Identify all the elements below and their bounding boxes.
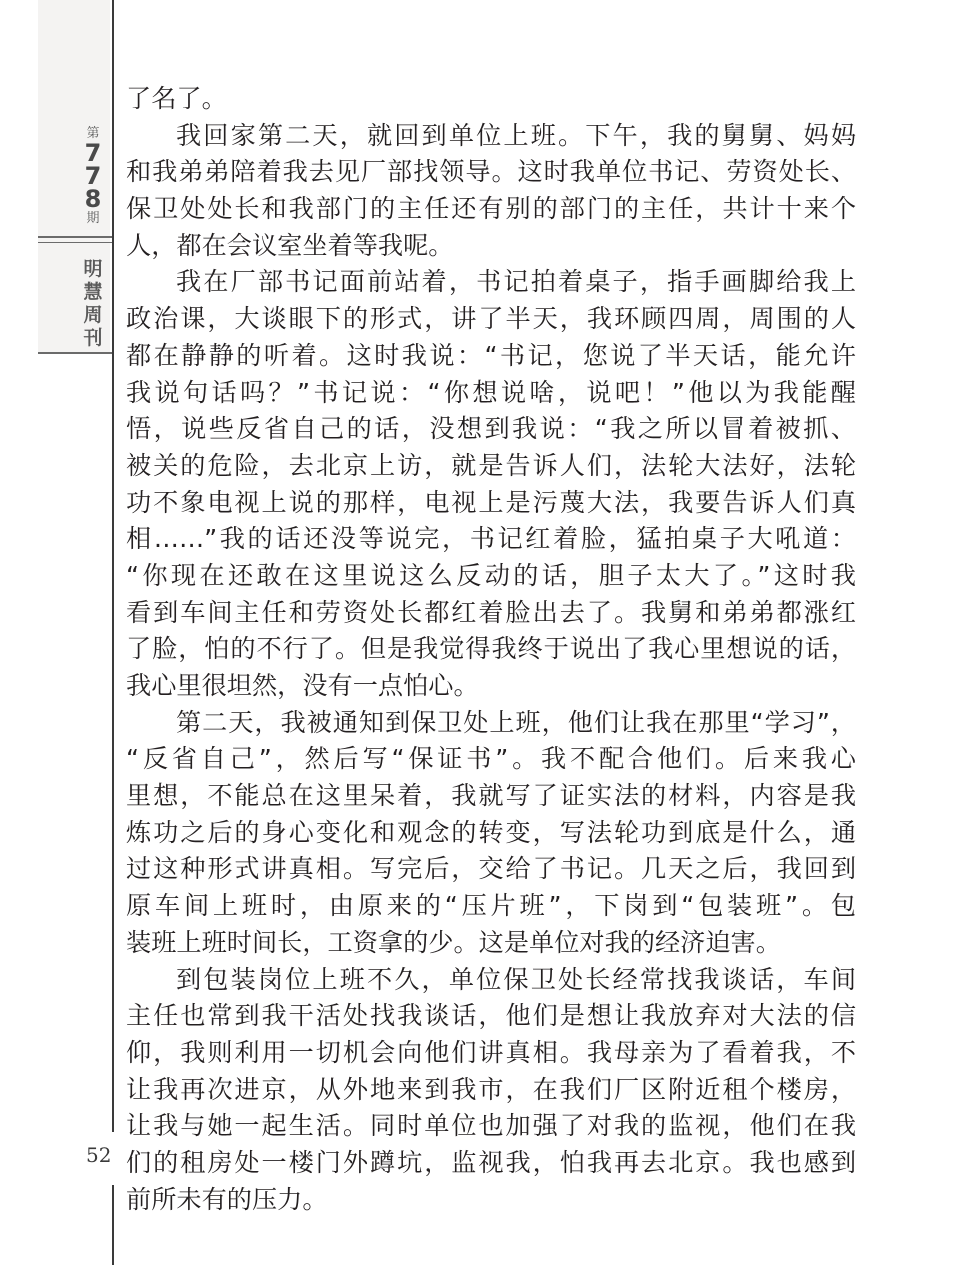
magazine-char: 刊 bbox=[83, 327, 103, 349]
text-line: 主任也常到我干活处找我谈话，他们是想让我放弃对大法的信 bbox=[126, 1001, 856, 1031]
sidebar-divider-top-thin bbox=[38, 242, 112, 243]
text-line: 我在厂部书记面前站着，书记拍着桌子，指手画脚给我上 bbox=[176, 267, 856, 297]
issue-label bbox=[72, 126, 114, 227]
text-line: 被关的危险，去北京上访，就是告诉人们，法轮大法好，法轮 bbox=[126, 450, 856, 480]
text-line: 我说句话吗？”书记说：“你想说啥，说吧！”他以为我能醒 bbox=[126, 377, 856, 407]
magazine-title bbox=[72, 258, 114, 350]
text-line: 看到车间主任和劳资处长都红着脸出去了。我舅和弟弟都涨红 bbox=[126, 597, 856, 627]
text-line: 我心里很坦然，没有一点怕心。 bbox=[126, 671, 479, 700]
magazine-char: 周 bbox=[83, 304, 103, 326]
sidebar-divider-bottom bbox=[38, 352, 112, 354]
text-line: 悟，说些反省自己的话，没想到我说：“我之所以冒着被抓、 bbox=[126, 414, 856, 444]
issue-suffix: 期 bbox=[86, 211, 100, 226]
text-line: 了脸，怕的不行了。但是我觉得我终于说出了我心里想说的话， bbox=[126, 634, 856, 664]
magazine-char: 明 bbox=[83, 258, 103, 280]
text-line: 保卫处处长和我部门的主任还有别的部门的主任，共计十来个 bbox=[126, 194, 856, 224]
text-line: “你现在还敢在这里说这么反动的话，胆子太大了。”这时我 bbox=[126, 560, 856, 590]
text-line: 相……”我的话还没等说完，书记红着脸，猛拍桌子大吼道： bbox=[126, 524, 856, 554]
text-line: “反省自己”，然后写“保证书”。我不配合他们。后来我心 bbox=[126, 744, 856, 774]
sidebar-divider-top bbox=[38, 236, 112, 238]
issue-digit: 8 bbox=[84, 185, 102, 213]
text-line: 第二天，我被通知到保卫处上班，他们让我在那里“学习”， bbox=[176, 707, 856, 737]
issue-digit: 7 bbox=[84, 139, 102, 167]
page-number: 52 bbox=[86, 1143, 112, 1167]
text-line: 原车间上班时，由原来的“压片班”，下岗到“包装班”。包 bbox=[126, 891, 856, 921]
text-line: 炼功之后的身心变化和观念的转变，写法轮功到底是什么，通 bbox=[126, 817, 856, 847]
issue-prefix: 第 bbox=[86, 126, 100, 141]
text-line: 到包装岗位上班不久，单位保卫处长经常找我谈话，车间 bbox=[176, 964, 856, 994]
text-line: 过这种形式讲真相。写完后，交给了书记。几天之后，我回到 bbox=[126, 854, 856, 884]
issue-digit: 7 bbox=[84, 162, 102, 190]
text-line: 功不象电视上说的那样，电视上是污蔑大法，我要告诉人们真 bbox=[126, 487, 856, 517]
text-line: 仰，我则利用一切机会向他们讲真相。我母亲为了看着我，不 bbox=[126, 1037, 856, 1067]
text-line: 和我弟弟陪着我去见厂部找领导。这时我单位书记、劳资处长、 bbox=[126, 157, 856, 187]
text-line: 了名了。 bbox=[126, 84, 227, 113]
text-line: 我回家第二天，就回到单位上班。下午，我的舅舅、妈妈 bbox=[176, 120, 856, 150]
article-body bbox=[126, 81, 856, 1218]
text-line: 让我与她一起生活。同时单位也加强了对我的监视，他们在我 bbox=[126, 1111, 856, 1141]
text-line: 都在静静的听着。这时我说：“书记，您说了半天话，能允许 bbox=[126, 340, 856, 370]
magazine-char: 慧 bbox=[83, 281, 103, 303]
text-line: 政治课，大谈眼下的形式，讲了半天，我环顾四周，周围的人 bbox=[126, 304, 856, 334]
text-line: 人，都在会议室坐着等我呢。 bbox=[126, 230, 454, 260]
text-line: 让我再次进京，从外地来到我市，在我们厂区附近租个楼房， bbox=[126, 1074, 856, 1104]
text-line: 装班上班时间长，工资拿的少。这是单位对我的经济迫害。 bbox=[126, 927, 781, 957]
text-line: 们的租房处一楼门外蹲坑，监视我，怕我再去北京。我也感到 bbox=[126, 1147, 856, 1177]
margin-rule-lower bbox=[112, 1185, 114, 1265]
text-line: 前所未有的压力。 bbox=[126, 1184, 328, 1214]
text-line: 里想，不能总在这里呆着，我就写了证实法的材料，内容是我 bbox=[126, 781, 856, 811]
